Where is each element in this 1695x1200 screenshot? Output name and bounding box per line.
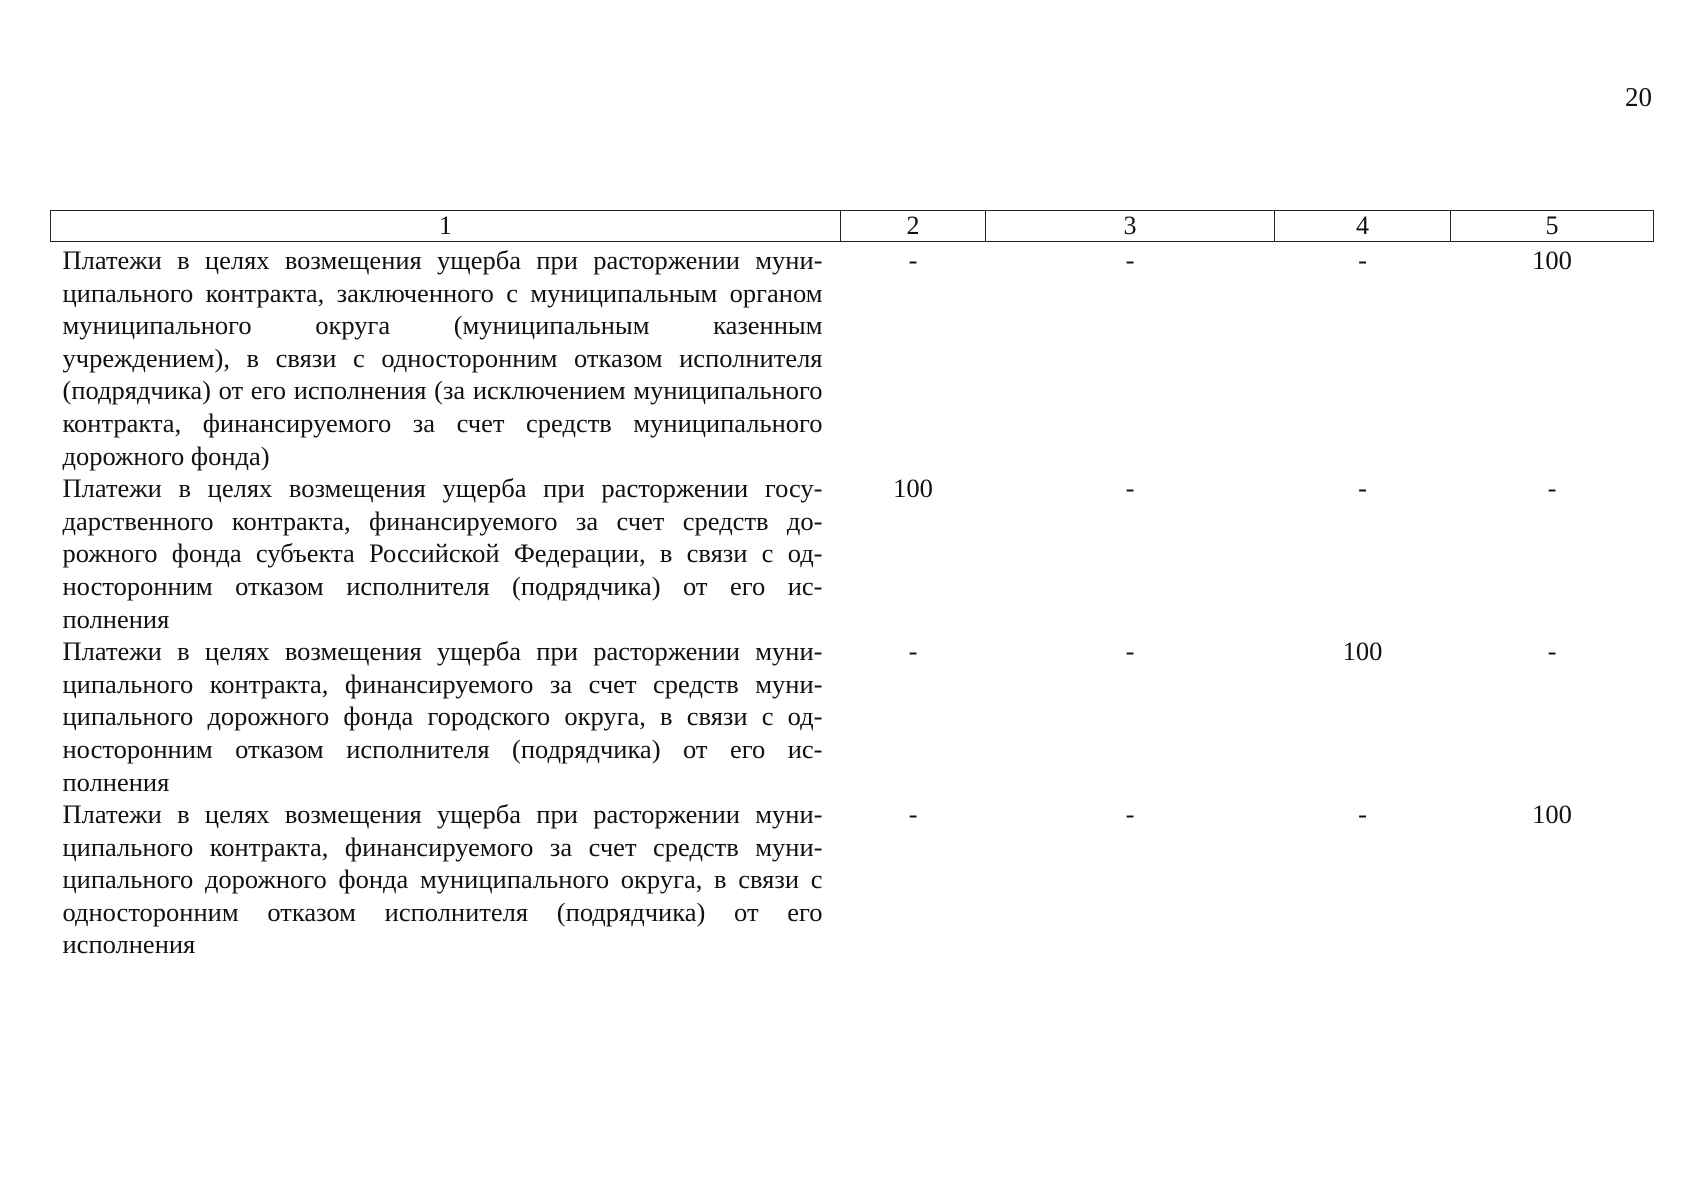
row-description: Платежи в целях возмещения ущерба при расторжении муниципального контракта, финансируемого за счет средств муниципального дорожного фонда городского округа, в связи с односторонним отказом исполнителя (подрядчика) от его исполнения — [62, 636, 823, 797]
row-value-col5: 100 — [1532, 799, 1572, 830]
table-row — [51, 472, 1654, 635]
column-header-5: 5 — [1451, 211, 1654, 242]
row-value-col4: - — [1358, 473, 1367, 504]
table-row — [51, 242, 1654, 473]
column-header-3: 3 — [986, 211, 1275, 242]
column-header-4: 4 — [1275, 211, 1451, 242]
table-row — [51, 635, 1654, 798]
page-number: 20 — [1625, 82, 1652, 112]
row-value-col4: - — [1358, 799, 1367, 830]
row-value-col2: - — [908, 245, 918, 275]
row-value-col4: - — [1358, 245, 1367, 275]
row-value-col2: - — [908, 799, 918, 830]
row-description: Платежи в целях возмещения ущерба при расторжении государственного контракта, финансируемого за счет средств дорожного фонда субъекта Российской Федерации, в связи с односторонним отказом исполнителя (подрядчика) от его исполнения — [62, 473, 823, 634]
row-value-col5: 100 — [1532, 245, 1572, 275]
row-value-col3: - — [1125, 245, 1135, 275]
table-header-row — [51, 211, 1654, 242]
row-value-col2: 100 — [893, 473, 933, 504]
row-value-col3: - — [1125, 636, 1135, 667]
table-row — [51, 798, 1654, 961]
row-value-col4: 100 — [1342, 636, 1383, 667]
row-value-col5: - — [1547, 473, 1557, 504]
column-header-2: 2 — [841, 211, 986, 242]
row-value-col5: - — [1547, 636, 1557, 667]
column-header-1: 1 — [51, 211, 841, 242]
row-description: Платежи в целях возмещения ущерба при расторжении муниципального контракта, заключенного с муниципальным органом муниципального округа (муниципальным казенным учреждением), в связи с односторонним отказом исполнителя (подрядчика) от его исполнения (за исключением муниципального контракта, финансируемого за счет средств муниципального дорожного фонда) — [62, 245, 823, 471]
payments-table — [50, 210, 1654, 961]
row-description: Платежи в целях возмещения ущерба при расторжении муниципального контракта, финансируемого за счет средств муниципального дорожного фонда муниципального округа, в связи с односторонним отказом исполнителя (подрядчика) от его исполнения — [62, 799, 823, 960]
row-value-col2: - — [908, 636, 918, 667]
row-value-col3: - — [1125, 473, 1135, 504]
row-value-col3: - — [1125, 799, 1135, 830]
